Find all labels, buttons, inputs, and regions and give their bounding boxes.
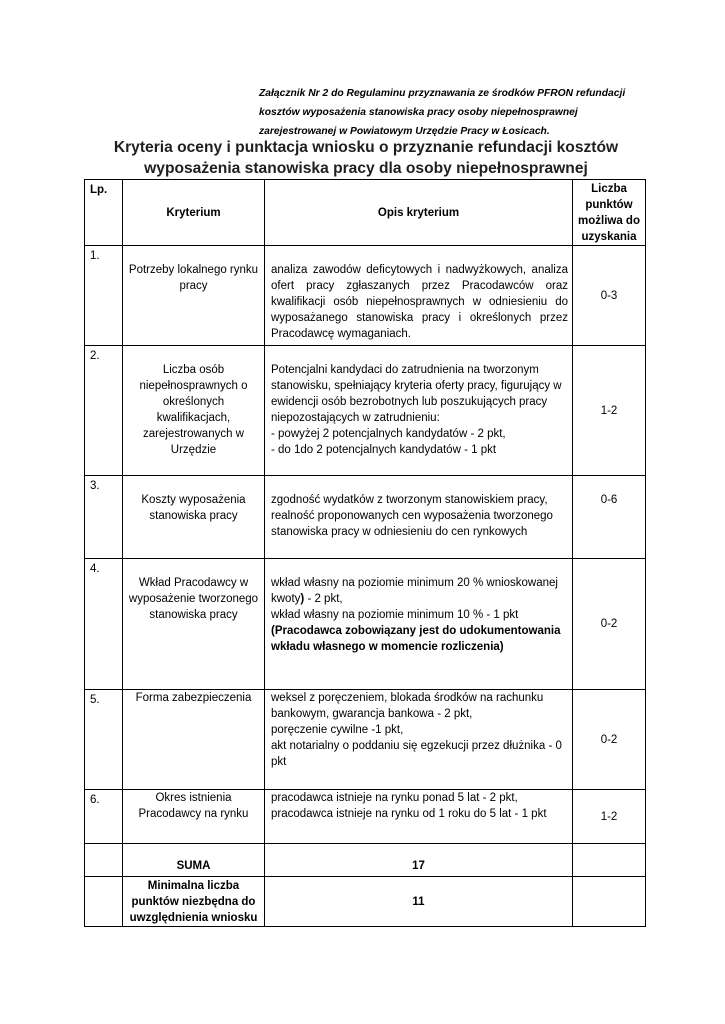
row-punkty: 1-2 (573, 790, 646, 844)
minimum-value: 11 (265, 877, 573, 927)
row-lp: 3. (85, 476, 123, 559)
row-opis (265, 559, 572, 657)
sum-label: SUMA (123, 844, 265, 877)
row-lp: 1. (85, 246, 123, 346)
row-lp: 6. (85, 790, 123, 844)
row-opis-line: weksel z poręczeniem, blokada środków na rachunku bankowym, gwarancja bankowa - 2 pkt, (271, 692, 544, 720)
row-lp: 5. (85, 690, 123, 790)
sum-row (85, 844, 646, 877)
row-opis-line: poręczenie cywilne -1 pkt, (271, 724, 404, 736)
row-opis (265, 346, 572, 460)
attachment-note-line: zarejestrowanej w Powiatowym Urzędzie Pracy w Łosicach. (259, 126, 550, 137)
attachment-note (259, 84, 659, 141)
row-punkty: 1-2 (573, 346, 646, 476)
minimum-label: Minimalna liczba punktów niezbędna do uwzględnienia wniosku (123, 877, 265, 927)
row-opis-bold: (Pracodawca zobowiązany jest do udokumentowania wkładu własnego w momencie rozliczenia) (271, 625, 561, 653)
table-row (85, 559, 646, 690)
row-punkty: 0-2 (573, 559, 646, 690)
minimum-row (85, 877, 646, 927)
row-kryterium: Forma zabezpieczenia (135, 692, 252, 704)
table-row (85, 690, 646, 790)
document-title-line: Kryteria oceny i punktacja wniosku o przyznanie refundacji kosztów (113, 139, 619, 156)
table-row (85, 476, 646, 559)
row-lp: 4. (85, 559, 123, 690)
row-punkty: 0-6 (573, 476, 646, 559)
document-title-line: wyposażenia stanowiska pracy dla osoby niepełnosprawnej (144, 160, 588, 177)
table-header-row (85, 180, 646, 246)
criteria-table (84, 179, 646, 927)
header-punkty: Liczba punktów możliwa do uzyskania (573, 180, 646, 246)
row-punkty: 0-2 (573, 690, 646, 790)
row-opis-line: pracodawca istnieje na rynku ponad 5 lat - 2 pkt, (271, 792, 518, 804)
row-kryterium: Wkład Pracodawcy w wyposażenie tworzonego stanowiska pracy (128, 577, 259, 621)
row-opis-mark: ) (300, 593, 305, 605)
row-opis-line: wkład własny na poziomie minimum 20 % wnioskowanej kwoty (271, 577, 558, 605)
row-kryterium: Liczba osób niepełnosprawnych o określonych kwalifikacjach, zarejestrowanych w Urzędzie (139, 364, 248, 456)
table-row (85, 246, 646, 346)
row-kryterium: Potrzeby lokalnego rynku pracy (128, 264, 259, 292)
row-opis-line: pracodawca istnieje na rynku od 1 roku do 5 lat - 1 pkt (271, 808, 547, 820)
document-title (86, 137, 646, 179)
header-opis: Opis kryterium (265, 180, 573, 246)
table-row (85, 790, 646, 844)
row-kryterium: Koszty wyposażenia stanowiska pracy (141, 494, 246, 522)
sum-value: 17 (265, 844, 573, 877)
header-kryterium: Kryterium (123, 180, 265, 246)
attachment-note-line: Załącznik Nr 2 do Regulaminu przyznawania ze środków PFRON refundacji (259, 88, 626, 99)
row-opis-line: - powyżej 2 potencjalnych kandydatów - 2 pkt, (271, 428, 506, 440)
row-opis (265, 790, 572, 824)
row-opis: analiza zawodów deficytowych i nadwyżkowych, analiza ofert pracy zgłaszanych przez Pracodawców oraz kwalifikacji osób niepełnosprawnych w odniesieniu do wyposażanego stanowiska pracy i określonych przez Pracodawcę wymaganiach. (271, 264, 568, 340)
row-kryterium: Okres istnienia Pracodawcy na rynku (138, 792, 249, 820)
row-opis-suffix: - 2 pkt, (304, 593, 343, 605)
row-opis: zgodność wydatków z tworzonym stanowiskiem pracy, realność proponowanych cen wyposażenia tworzonego stanowiska pracy w odniesieniu do cen rynkowych (271, 494, 553, 538)
row-opis (265, 690, 572, 772)
header-lp: Lp. (85, 180, 123, 246)
row-opis-line: - do 1do 2 potencjalnych kandydatów - 1 pkt (271, 444, 497, 456)
row-opis-text: Potencjalni kandydaci do zatrudnienia na tworzonym stanowisku, spełniający kryteria oferty pracy, figurujący w ewidencji osób bezrobotnych lub poszukujących pracy niepozostających w zatrudnieniu: (271, 364, 562, 424)
row-opis-line: akt notarialny o poddaniu się egzekucji przez dłużnika - 0 pkt (271, 740, 562, 768)
row-lp: 2. (85, 346, 123, 476)
row-punkty: 0-3 (573, 246, 646, 346)
row-opis-line: wkład własny na poziomie minimum 10 % - 1 pkt (271, 609, 519, 621)
attachment-note-line: kosztów wyposażenia stanowiska pracy osoby niepełnosprawnej (259, 107, 578, 118)
table-row (85, 346, 646, 476)
